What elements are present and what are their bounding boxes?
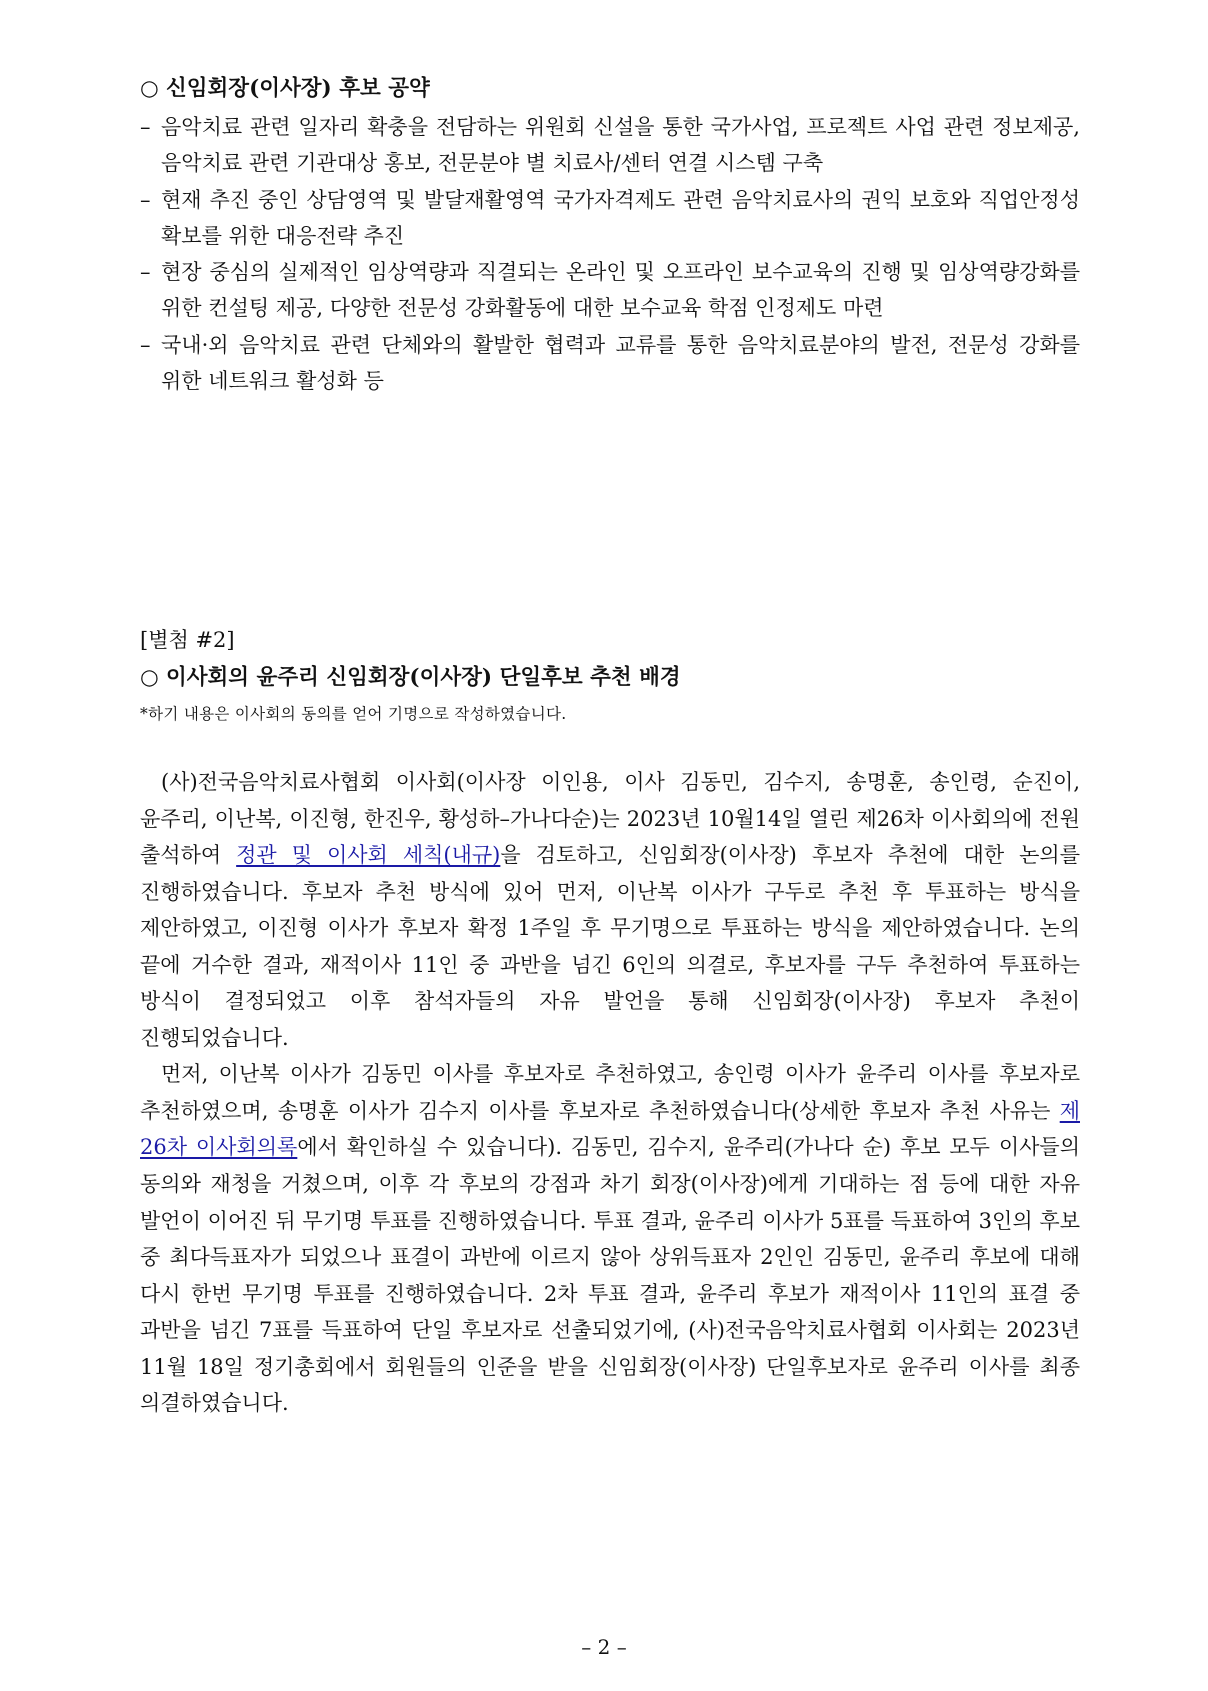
recommendation-heading-text: 이사회의 윤주리 신임회장(이사장) 단일후보 추천 배경 — [166, 665, 681, 690]
paragraph-1-text-b: 을 검토하고, 신임회장(이사장) 후보자 추천에 대한 논의를 진행하였습니다. 후보자 추천 방식에 있어 먼저, 이난복 이사가 구두로 추천 후 투표하는 방식을 제안하였고, 이진형 이사가 후보자 확정 1주일 후 무기명으로 투표하는 방식을 제안하였습니다. 논의 끝에 거수한 결과, 재적이사 11인 중 과반을 넘긴 6인의 의결로, 후보자를 구두 추천하여 투표하는 방식이 결정되었고 이후 참석자들의 자유 발언을 통해 신임회장(이사장) 후보자 추천이 진행되었습니다. — [140, 843, 1080, 1050]
page-number: – 2 – — [581, 1635, 627, 1659]
pledge-item — [140, 254, 1080, 327]
circle-bullet-icon: ○ — [140, 76, 159, 101]
dash-icon: – — [140, 260, 151, 285]
pledge-item-text: 국내·외 음악치료 관련 단체와의 활발한 협력과 교류를 통한 음악치료분야의 발전, 전문성 강화를 위한 네트워크 활성화 등 — [161, 332, 1080, 394]
dash-icon: – — [140, 332, 151, 357]
minutes-link[interactable]: 제 26차 이사회의록 — [140, 1098, 1080, 1160]
dash-icon: – — [140, 187, 151, 212]
paragraph-2-text-a: 먼저, 이난복 이사가 김동민 이사를 후보자로 추천하였고, 송인령 이사가 윤주리 이사를 후보자로 추천하였으며, 송명훈 이사가 김수지 이사를 후보자로 추천하였습니다(상세한 후보자 추천 사유는 — [140, 1062, 1080, 1123]
recommendation-heading — [140, 660, 1080, 696]
dash-icon: – — [140, 115, 151, 139]
paragraph-2 — [140, 1056, 1080, 1421]
paragraph-1-text-a: (사)전국음악치료사협회 이사회(이사장 이인용, 이사 김동민, 김수지, 송명훈, 송인령, 순진이, 윤주리, 이난복, 이진형, 한진우, 황성하–가나다순)는 2023년 10월14일 열린 제26차 이사회의에 전원 출석하여 — [140, 770, 1080, 868]
paragraph-1 — [140, 764, 1080, 1056]
pledge-heading-text: 신임회장(이사장) 후보 공약 — [166, 76, 430, 101]
circle-bullet-icon: ○ — [140, 665, 159, 690]
recommendation-body — [140, 764, 1080, 1422]
attachment-label: [별첨 #2] — [140, 628, 235, 652]
pledge-item-text: 음악치료 관련 일자리 확충을 전담하는 위원회 신설을 통한 국가사업, 프로젝트 사업 관련 정보제공, 음악치료 관련 기관대상 홍보, 전문분야 별 치료사/센터 연결 시스템 구축 — [161, 115, 1080, 176]
pledge-item-text: 현재 추진 중인 상담영역 및 발달재활영역 국가자격제도 관련 음악치료사의 권익 보호와 직업안정성 확보를 위한 대응전략 추진 — [161, 187, 1080, 248]
pledge-heading — [140, 71, 1080, 107]
pledge-list — [140, 109, 1080, 399]
pledge-item-text: 현장 중심의 실제적인 임상역량과 직결되는 온라인 및 오프라인 보수교육의 진행 및 임상역량강화를 위한 컨설팅 제공, 다양한 전문성 강화활동에 대한 보수교육 학점 인정제도 마련 — [161, 260, 1080, 321]
pledge-item — [140, 109, 1080, 182]
pledge-item — [140, 327, 1080, 400]
consent-note: *하기 내용은 이사회의 동의를 얻어 기명으로 작성하였습니다. — [140, 705, 567, 723]
bylaws-link[interactable]: 정관 및 이사회 세칙(내규) — [236, 843, 501, 868]
pledge-item — [140, 182, 1080, 255]
paragraph-2-text-b: 에서 확인하실 수 있습니다). 김동민, 김수지, 윤주리(가나다 순) 후보 모두 이사들의 동의와 재청을 거쳤으며, 이후 각 후보의 강점과 차기 회장(이사장)에게 기대하는 점 등에 대한 자유 발언이 이어진 뒤 무기명 투표를 진행하였습니다. 투표 결과, 윤주리 이사가 5표를 득표하여 3인의 후보 중 최다득표자가 되었으나 표결이 과반에 이르지 않아 상위득표자 2인인 김동민, 윤주리 후보에 대해 다시 한번 무기명 투표를 진행하였습니다. 2차 투표 결과, 윤주리 후보가 재적이사 11인의 표결 중 과반을 넘긴 7표를 득표하여 단일 후보자로 선출되었기에, (사)전국음악치료사협회 이사회는 2023년 11월 18일 정기총회에서 회원들의 인준을 받을 신임회장(이사장) 단일후보자로 윤주리 이사를 최종 의결하였습니다. — [140, 1135, 1080, 1416]
